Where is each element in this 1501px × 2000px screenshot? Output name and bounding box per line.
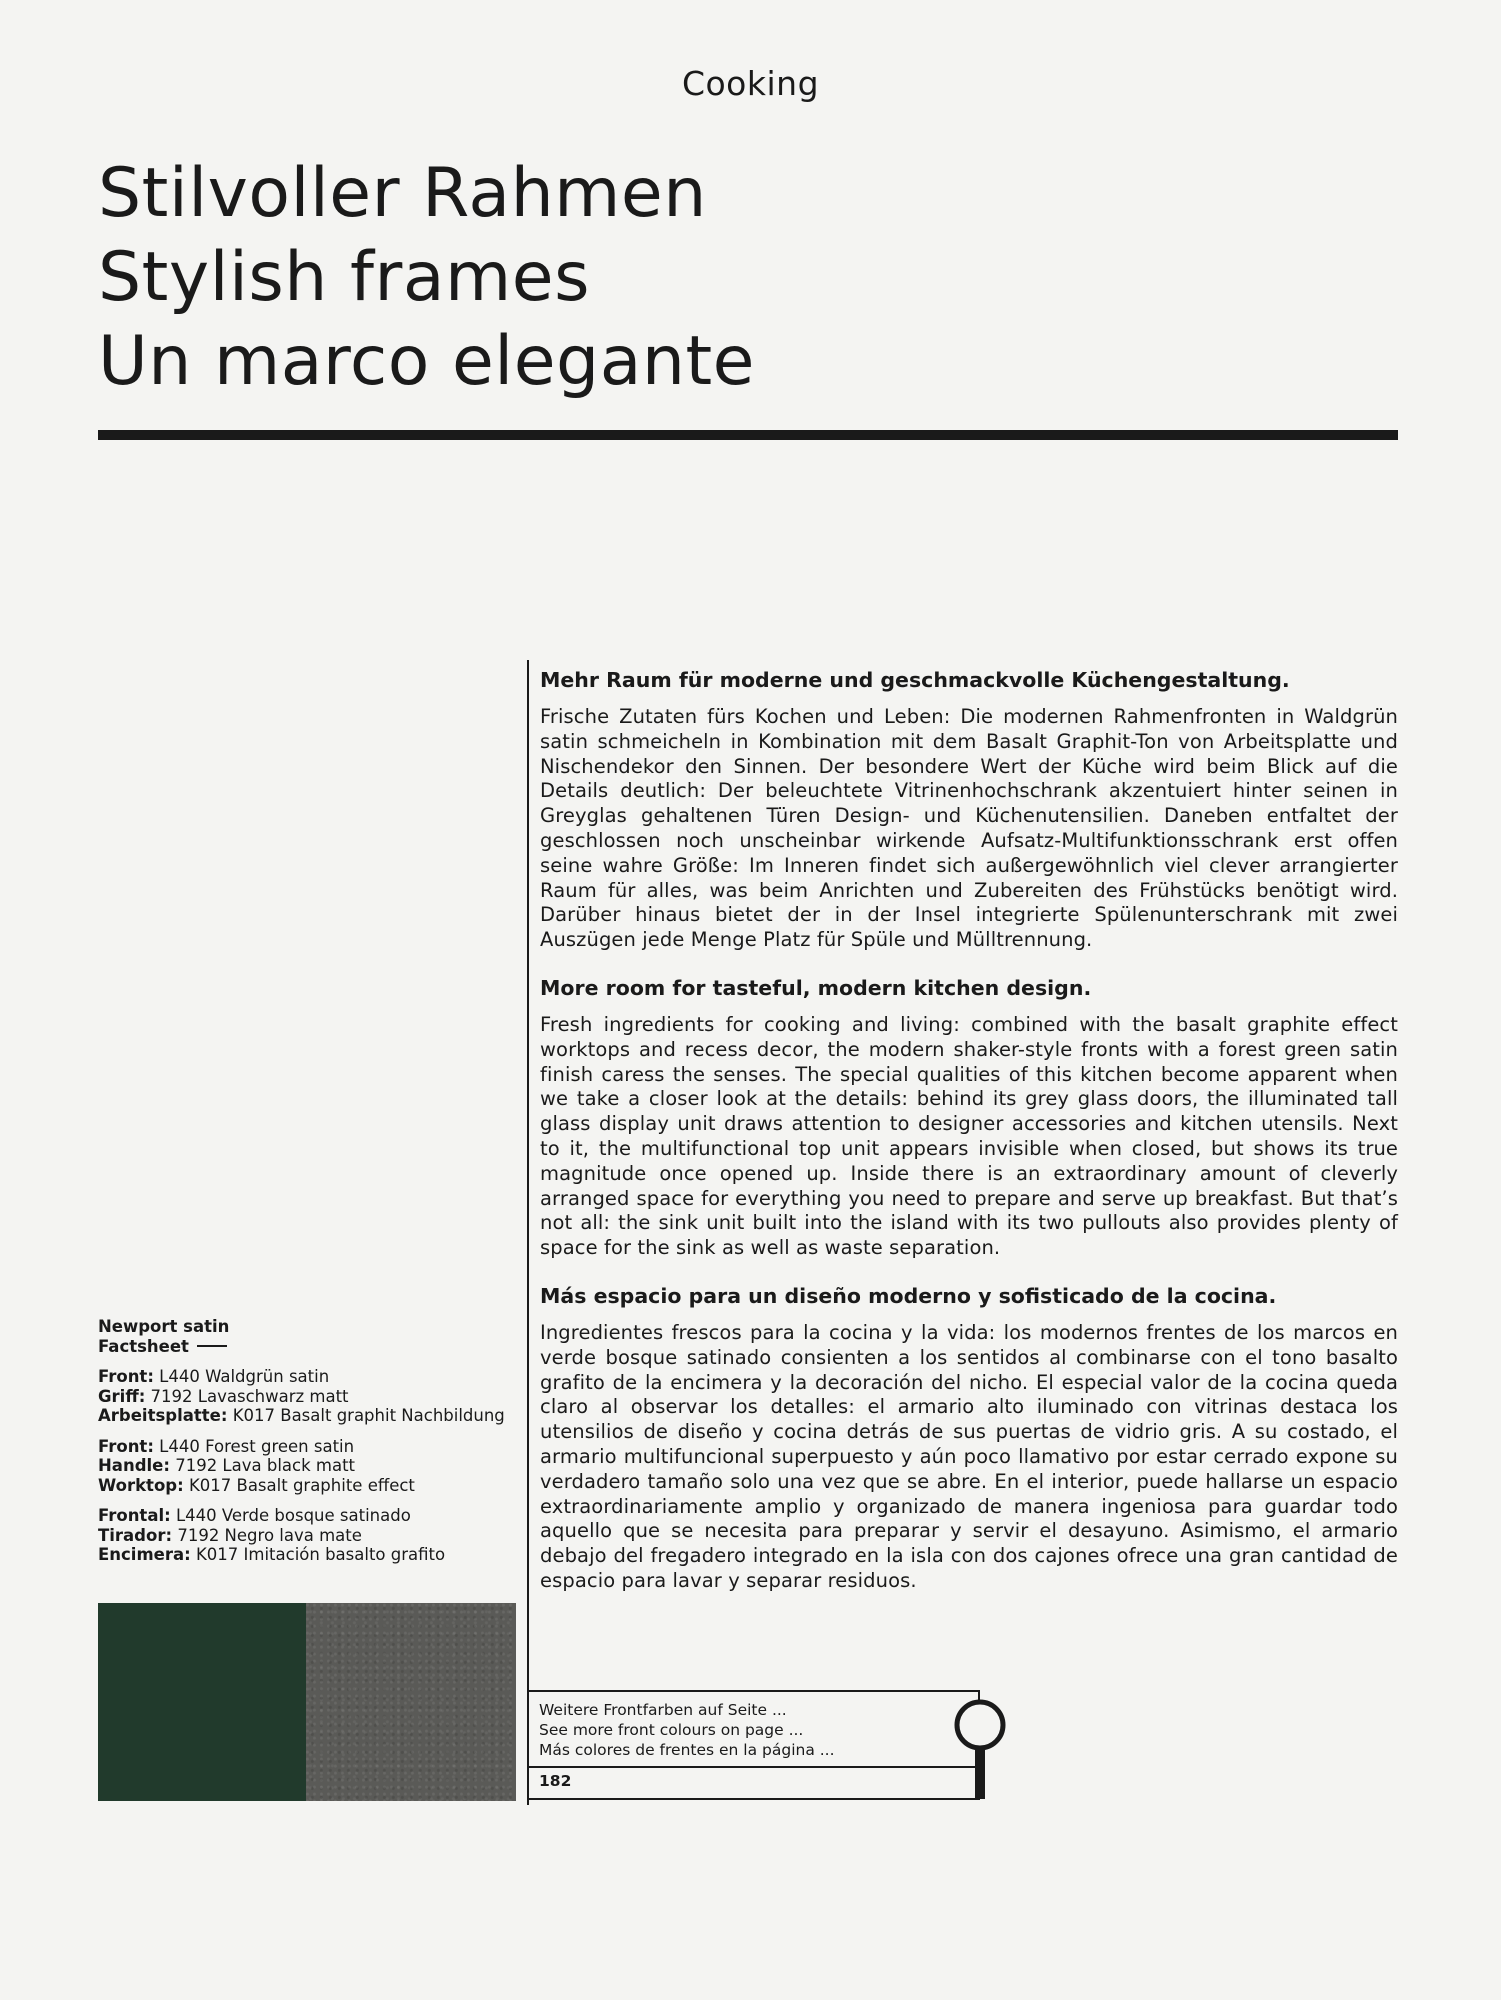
page-title [98,152,755,404]
fact-value: L440 Waldgrün satin [153,1367,330,1386]
body-text-column [540,665,1398,1614]
fact-value: 7192 Lava black matt [169,1456,356,1475]
fact-row [98,1387,518,1407]
fact-label: Worktop: [98,1475,184,1495]
heading-es: Más espacio para un diseño moderno y sofisticado de la cocina. [540,1283,1277,1308]
text-de: Frische Zutaten fürs Kochen und Leben: Die modernen Rahmenfronten in Waldgrün satin schmeicheln in Kombination mit dem Basalt Graphit-Ton von Arbeitsplatte und Nischendekor den Sinnen. Der besondere Wert der Küche wird beim Blick auf die Details deutlich: Der beleuchtete Vitrinenhochschrank akzentuiert hinter seinen in Greyglas gehaltenen Türen Design- und Küchenutensilien. Daneben entfaltet der geschlossen noch unscheinbar wirkende Aufsatz-Multifunktionsschrank erst offen seine wahre Größe: Im Inneren findet sich außergewöhnlich viel clever arrangierter Raum für alles, was beim Anrichten und Zubereiten des Frühstücks benötigt wird. Darüber hinaus bietet der in der Insel integrierte Spülenunterschrank mit zwei Auszügen jede Menge Platz für Spüle und Mülltrennung. [540,705,1398,952]
fact-row [98,1437,518,1457]
fact-label: Front: [98,1367,154,1386]
fact-row [98,1476,518,1496]
factsheet-subtitle [98,1337,518,1357]
see-more-en: See more front colours on page ... [539,1721,804,1739]
text-en: Fresh ingredients for cooking and living: combined with the basalt graphite effect worktops and recess decor, the modern shaker-style fronts with a forest green satin finish caress the senses. The special qualities of this kitchen become apparent when we take a closer look at the details: behind its grey glass doors, the illuminated tall glass display unit draws attention to designer accessories and kitchen utensils. Next to it, the multifunctional top unit appears invisible when closed, but shows its true magnitude once opened up. Inside there is an extraordinary amount of cleverly arranged space for everything you need to prepare and serve up breakfast. But that’s not all: the sink unit built into the island with its two pullouts also provides plenty of space for the sink as well as waste separation. [540,1012,1398,1260]
see-more-box [527,1690,980,1800]
see-more-de: Weitere Frontfarben auf Seite ... [539,1701,787,1719]
title-en: Stylish frames [98,238,591,317]
fact-label: Griff: [98,1386,146,1406]
fact-label: Frontal: [98,1506,171,1525]
fact-value: K017 Basalt graphit Nachbildung [227,1406,505,1425]
fact-row [98,1545,518,1565]
title-es: Un marco elegante [98,322,755,401]
page-number: 182 [539,1772,572,1790]
magnifier-icon [952,1697,1008,1801]
heading-de: Mehr Raum für moderne und geschmackvolle Küchengestaltung. [540,668,1290,692]
fact-row [98,1406,518,1426]
fact-label: Front: [98,1436,154,1456]
see-more-es: Más colores de frentes en la página ... [539,1741,835,1759]
fact-value: L440 Verde bosque satinado [170,1506,411,1525]
fact-label: Arbeitsplatte: [98,1406,228,1425]
fact-value: 7192 Negro lava mate [172,1525,362,1545]
fact-value: K017 Basalt graphite effect [183,1475,415,1495]
factsheet-group-en [98,1437,518,1496]
see-more-text [539,1700,835,1760]
title-rule [98,430,1398,440]
fact-row [98,1506,518,1526]
section-label: Cooking [681,64,820,103]
factsheet-title: Newport satin [98,1317,230,1336]
dash-divider [197,1345,227,1347]
title-de: Stilvoller Rahmen [98,154,707,233]
material-swatches [98,1603,516,1801]
text-es: Ingredientes frescos para la cocina y la vida: los modernos frentes de los marcos en verde bosque satinado consienten a los sentidos al combinarse con el tono basalto grafito de la encimera y la decoración del nicho. El especial valor de la cocina queda claro al observar los detalles: el armario alto iluminado con vitrinas destaca los utensilios de diseño y cocina detrás de sus puertas de vidrio gris. A su costado, el armario multifuncional superpuesto y aún poco llamativo por estar cerrado expone su verdadero tamaño solo una vez que se abre. En el interior, puede hallarse un espacio extraordinariamente amplio y organizado de manera ingeniosa para guardar todo aquello que se necesita para preparar y servir el desayuno. Asimismo, el armario debajo del fregadero integrado en la isla con dos cajones ofrece una gran cantidad de espacio para lavar y separar residuos. [540,1320,1398,1592]
fact-row [98,1526,518,1546]
factsheet [98,1317,518,1565]
fact-label: Tirador: [98,1525,173,1545]
fact-row [98,1367,518,1387]
factsheet-subtitle-text: Factsheet [98,1336,189,1356]
column-divider [527,660,529,1805]
front-color-swatch [98,1603,306,1801]
heading-en: More room for tasteful, modern kitchen design. [540,975,1092,1000]
see-more-divider [527,1766,978,1768]
worktop-texture-swatch [306,1603,516,1801]
fact-value: K017 Imitación basalto grafito [190,1545,446,1564]
fact-value: L440 Forest green satin [153,1436,355,1456]
factsheet-group-de [98,1367,518,1426]
fact-row [98,1456,518,1476]
fact-label: Encimera: [98,1545,191,1564]
factsheet-group-es [98,1506,518,1565]
fact-label: Handle: [98,1456,170,1475]
fact-value: 7192 Lavaschwarz matt [145,1386,349,1406]
